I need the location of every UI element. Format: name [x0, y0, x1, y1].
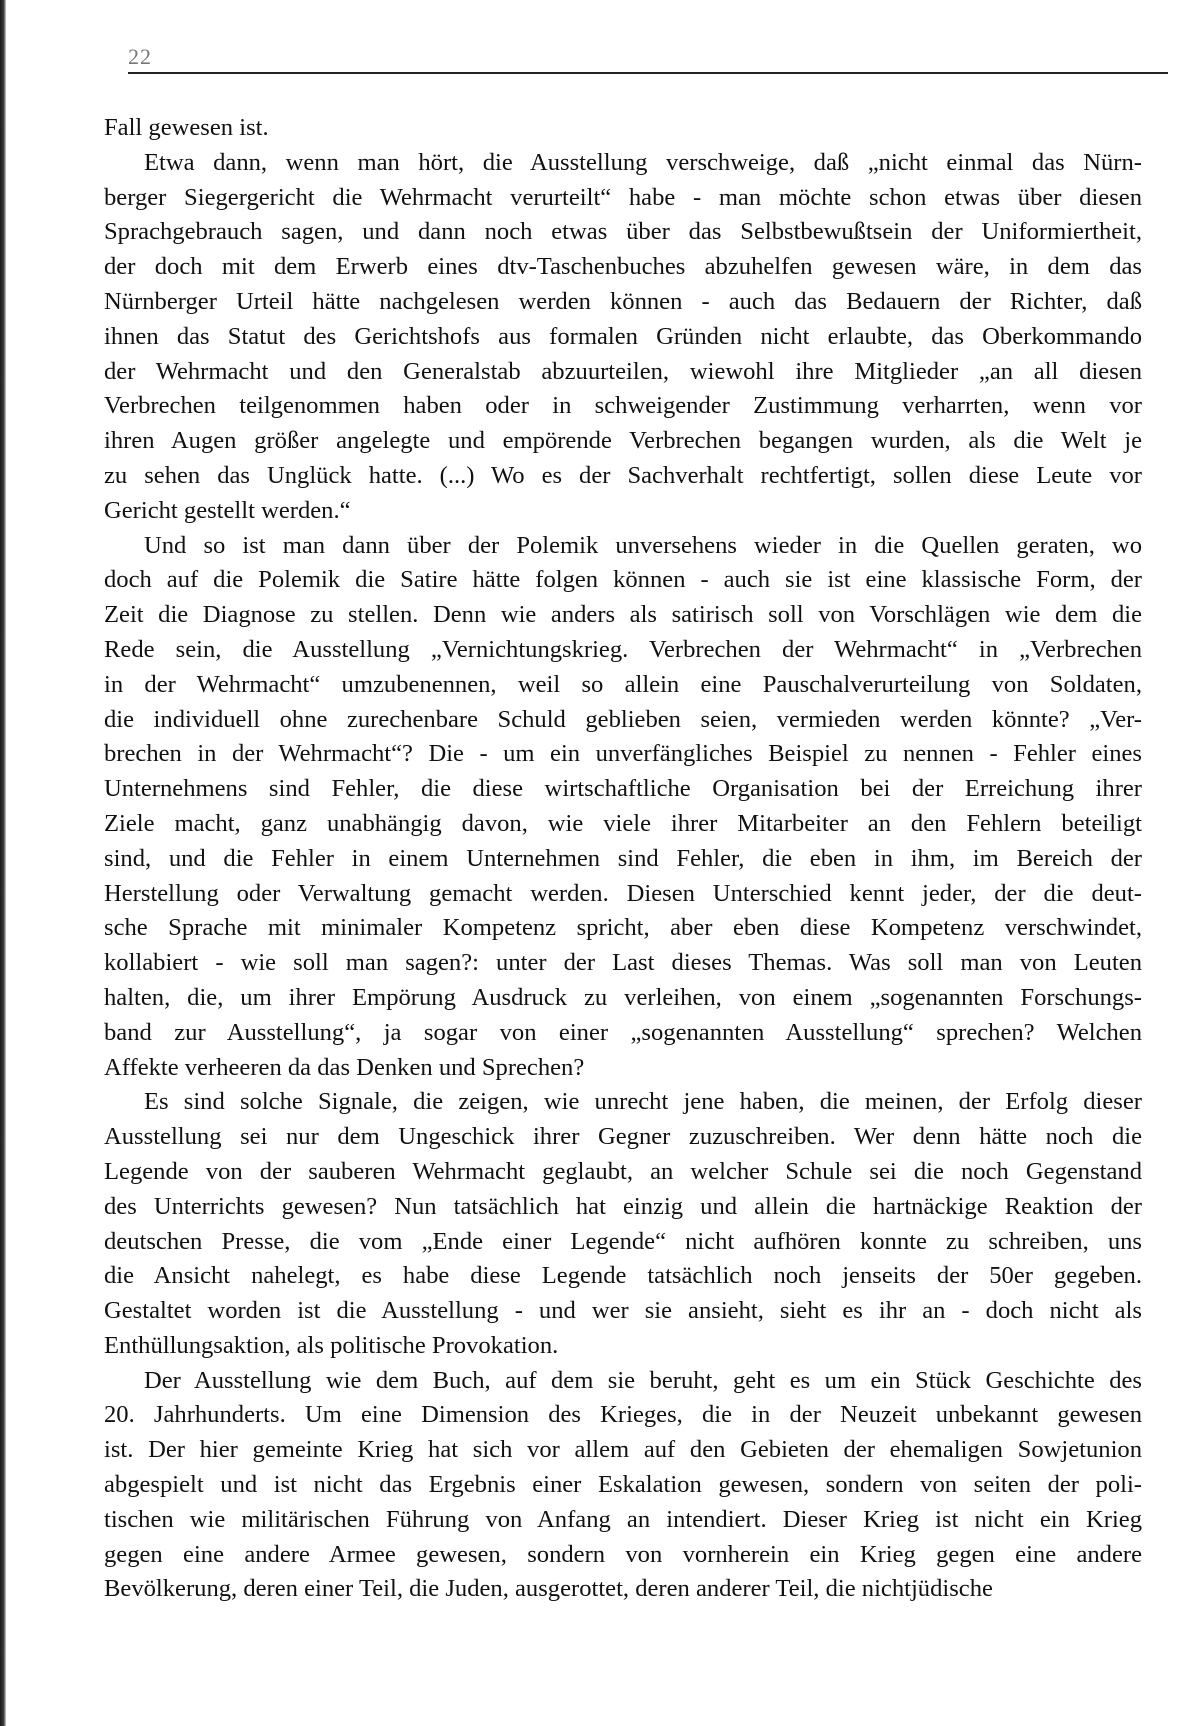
text-line: gegen eine andere Armee gewesen, sondern von vornherein ein Krieg gegen eine andere — [104, 1540, 1142, 1568]
text-line: Gericht gestellt werden.“ — [104, 496, 351, 524]
paragraph — [104, 146, 1142, 529]
text-line: Rede sein, die Ausstellung „Vernichtungskrieg. Verbrechen der Wehrmacht“ in „Verbrechen — [104, 635, 1142, 663]
text-line: 20. Jahrhunderts. Um eine Dimension des Krieges, die in der Neuzeit unbekannt gewesen — [104, 1401, 1142, 1429]
text-line: halten, die, um ihrer Empörung Ausdruck zu verleihen, von einem „sogenannten Forschungs- — [104, 983, 1142, 1011]
text-line: der doch mit dem Erwerb eines dtv-Taschenbuches abzuhelfen gewesen wäre, in dem das — [104, 253, 1142, 281]
scan-edge-shadow — [0, 0, 6, 1726]
text-line: der Wehrmacht und den Generalstab abzuurteilen, wiewohl ihre Mitglieder „an all diesen — [104, 357, 1142, 385]
paragraph — [104, 111, 1142, 146]
text-line: berger Siegergericht die Wehrmacht verurteilt“ habe - man möchte schon etwas über diesen — [104, 183, 1142, 211]
paragraph — [104, 529, 1142, 1086]
text-line: ihnen das Statut des Gerichtshofs aus formalen Gründen nicht erlaubte, das Oberkommando — [104, 322, 1142, 350]
text-line: Affekte verheeren da das Denken und Sprechen? — [104, 1053, 585, 1081]
text-line: tischen wie militärischen Führung von Anfang an intendiert. Dieser Krieg ist nicht ein Krieg — [104, 1505, 1142, 1533]
text-line: Sprachgebrauch sagen, und dann noch etwas über das Selbstbewußtsein der Uniformiertheit, — [104, 218, 1142, 246]
text-line: band zur Ausstellung“, ja sogar von einer „sogenannten Ausstellung“ sprechen? Welchen — [104, 1018, 1142, 1046]
text-line: brechen in der Wehrmacht“? Die - um ein unverfängliches Beispiel zu nennen - Fehler eines — [104, 740, 1142, 768]
text-line: doch auf die Polemik die Satire hätte folgen können - auch sie ist eine klassische Form, der — [104, 566, 1142, 594]
text-line: Es sind solche Signale, die zeigen, wie unrecht jene haben, die meinen, der Erfolg dieser — [144, 1088, 1142, 1116]
text-line: Gestaltet worden ist die Ausstellung - und wer sie ansieht, sieht es ihr an - doch nicht als — [104, 1297, 1142, 1325]
text-line: Zeit die Diagnose zu stellen. Denn wie anders als satirisch soll von Vorschlägen wie dem die — [104, 601, 1142, 629]
paragraph — [104, 1364, 1142, 1608]
text-line: Und so ist man dann über der Polemik unversehens wieder in die Quellen geraten, wo — [144, 531, 1142, 559]
text-line: Verbrechen teilgenommen haben oder in schweigender Zustimmung verharrten, wenn vor — [104, 392, 1142, 420]
text-line: Ziele macht, ganz unabhängig davon, wie viele ihrer Mitarbeiter an den Fehlern beteiligt — [104, 809, 1142, 837]
text-line: kollabiert - wie soll man sagen?: unter der Last dieses Themas. Was soll man von Leuten — [104, 949, 1142, 977]
text-line: sche Sprache mit minimaler Kompetenz spricht, aber eben diese Kompetenz verschwindet, — [104, 914, 1142, 942]
body-text — [104, 111, 1142, 1607]
text-line: Der Ausstellung wie dem Buch, auf dem sie beruht, geht es um ein Stück Geschichte des — [144, 1366, 1142, 1394]
header-rule — [128, 72, 1168, 74]
text-line: des Unterrichts gewesen? Nun tatsächlich hat einzig und allein die hartnäckige Reaktion der — [104, 1192, 1142, 1220]
text-line: Legende von der sauberen Wehrmacht geglaubt, an welcher Schule sei die noch Gegenstand — [104, 1157, 1142, 1185]
text-line: zu sehen das Unglück hatte. (...) Wo es der Sachverhalt rechtfertigt, sollen diese Leute vor — [104, 461, 1142, 489]
text-line: Bevölkerung, deren einer Teil, die Juden, ausgerottet, deren anderer Teil, die nichtjüdische — [104, 1575, 993, 1603]
text-line: Enthüllungsaktion, als politische Provokation. — [104, 1331, 559, 1359]
text-line: ist. Der hier gemeinte Krieg hat sich vor allem auf den Gebieten der ehemaligen Sowjetunion — [104, 1436, 1142, 1464]
text-line: sind, und die Fehler in einem Unternehmen sind Fehler, die eben in ihm, im Bereich der — [104, 844, 1142, 872]
text-line: Nürnberger Urteil hätte nachgelesen werden können - auch das Bedauern der Richter, daß — [104, 287, 1142, 315]
text-line: deutschen Presse, die vom „Ende einer Legende“ nicht aufhören konnte zu schreiben, uns — [104, 1227, 1142, 1255]
text-line: Ausstellung sei nur dem Ungeschick ihrer Gegner zuzuschreiben. Wer denn hätte noch die — [104, 1123, 1142, 1151]
text-line: die Ansicht nahelegt, es habe diese Legende tatsächlich noch jenseits der 50er gegeben. — [104, 1262, 1142, 1290]
text-line: Etwa dann, wenn man hört, die Ausstellung verschweige, daß „nicht einmal das Nürn- — [144, 148, 1142, 176]
text-line: abgespielt und ist nicht das Ergebnis einer Eskalation gewesen, sondern von seiten der poli- — [104, 1471, 1142, 1499]
text-line: ihren Augen größer angelegte und empörende Verbrechen begangen wurden, als die Welt je — [104, 427, 1142, 455]
text-line: Herstellung oder Verwaltung gemacht werden. Diesen Unterschied kennt jeder, der die deut- — [104, 879, 1142, 907]
text-line: Unternehmens sind Fehler, die diese wirtschaftliche Organisation bei der Erreichung ihrer — [104, 775, 1142, 803]
text-line: Fall gewesen ist. — [104, 114, 269, 141]
text-line: in der Wehrmacht“ umzubenennen, weil so allein eine Pauschalverurteilung von Soldaten, — [104, 670, 1142, 698]
page-number: 22 — [128, 44, 152, 69]
paragraph — [104, 1085, 1142, 1363]
text-line: die individuell ohne zurechenbare Schuld geblieben seien, vermieden werden könnte? „Ver- — [104, 705, 1142, 733]
page-header — [128, 44, 1168, 76]
